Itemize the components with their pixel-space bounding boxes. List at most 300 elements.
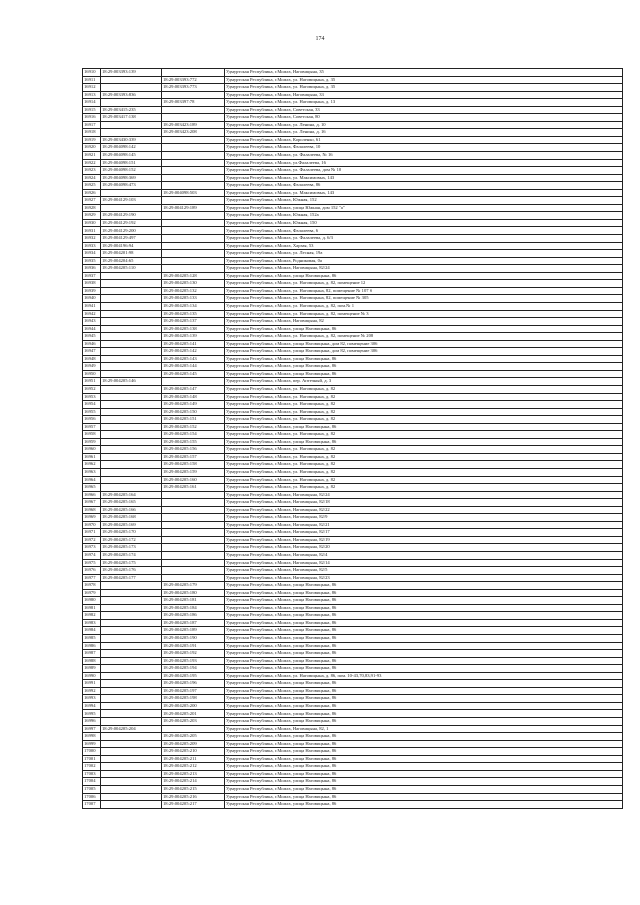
- row-number-cell: 16966: [83, 491, 101, 499]
- cadastral-number-premise-cell: [162, 506, 225, 514]
- row-number-cell: 17003: [83, 770, 101, 778]
- table-row: [83, 499, 623, 507]
- row-number-cell: 16934: [83, 250, 101, 258]
- cadastral-number-premise-cell: 18:29:003397:78: [162, 99, 225, 107]
- address-cell: Удмуртская Республика, г.Можга, улица Наговицына, 86: [225, 755, 623, 763]
- page-number: 174: [315, 36, 325, 42]
- table-row: [83, 589, 623, 597]
- cadastral-number-premise-cell: [162, 529, 225, 537]
- row-number-cell: 17005: [83, 785, 101, 793]
- table-row: [83, 197, 623, 205]
- address-cell: Удмуртская Республика, г.Можга, улица Наговицына, 86: [225, 770, 623, 778]
- cadastral-number-premise-cell: [162, 144, 225, 152]
- cadastral-number-cell: [101, 310, 162, 318]
- table-row: [83, 484, 623, 492]
- address-cell: Удмуртская Республика, г.Можга, ул. Наговицына, д. 82: [225, 431, 623, 439]
- address-cell: Удмуртская Республика, г.Можга, улица Наговицына, 86: [225, 650, 623, 658]
- row-number-cell: 16932: [83, 235, 101, 243]
- table-row: [83, 204, 623, 212]
- row-number-cell: 16916: [83, 114, 101, 122]
- row-number-cell: 16911: [83, 76, 101, 84]
- table-row: [83, 740, 623, 748]
- cadastral-number-premise-cell: 18:29:004205:130: [162, 280, 225, 288]
- table-row: [83, 219, 623, 227]
- table-row: [83, 453, 623, 461]
- table-row: [83, 355, 623, 363]
- row-number-cell: 16961: [83, 453, 101, 461]
- address-cell: Удмуртская Республика, г.Можга, Советская, 33: [225, 106, 623, 114]
- address-cell: Удмуртская Республика, г.Можга, ул. Наговицына, д. 82: [225, 393, 623, 401]
- address-cell: Удмуртская Республика, г.Можга, улица Наговицына, 86: [225, 370, 623, 378]
- address-cell: Удмуртская Республика, г.Можга, ул. Ленина, д. 10: [225, 121, 623, 129]
- cadastral-number-premise-cell: 18:29:004129:189: [162, 204, 225, 212]
- row-number-cell: 16962: [83, 461, 101, 469]
- address-cell: Удмуртская Республика, г.Можга, ул. Наговицына, д. 82: [225, 416, 623, 424]
- cadastral-number-premise-cell: 18:29:004205:209: [162, 740, 225, 748]
- address-cell: Удмуртская Республика, г.Можга, Наговицына, 82, 1: [225, 725, 623, 733]
- table-row: [83, 182, 623, 190]
- cadastral-number-cell: 18:29:004129:200: [101, 227, 162, 235]
- address-cell: Удмуртская Республика, г.Можга, улица Наговицына, 86: [225, 619, 623, 627]
- table-row: [83, 567, 623, 575]
- table-row: [83, 189, 623, 197]
- cadastral-number-premise-cell: 18:29:004205:152: [162, 423, 225, 431]
- row-number-cell: 16958: [83, 431, 101, 439]
- table-row: [83, 476, 623, 484]
- cadastral-number-premise-cell: 18:29:004205:145: [162, 370, 225, 378]
- cadastral-number-cell: [101, 695, 162, 703]
- cadastral-number-premise-cell: [162, 499, 225, 507]
- row-number-cell: 16989: [83, 665, 101, 673]
- cadastral-number-premise-cell: 18:29:004205:157: [162, 453, 225, 461]
- address-cell: Удмуртская Республика, г.Можга, Наговицына, 82/19: [225, 536, 623, 544]
- address-cell: Удмуртская Республика, г.Можга, улица Наговицына, 86: [225, 763, 623, 771]
- cadastral-number-cell: [101, 408, 162, 416]
- row-number-cell: 16913: [83, 91, 101, 99]
- table-row: [83, 318, 623, 326]
- address-cell: Удмуртская Республика, г.Можга, ул. Наговицына, д. 82: [225, 401, 623, 409]
- row-number-cell: 16965: [83, 484, 101, 492]
- address-cell: Удмуртская Республика, г.Можга, Наговицына, 82: [225, 318, 623, 326]
- row-number-cell: 16990: [83, 672, 101, 680]
- row-number-cell: 16926: [83, 189, 101, 197]
- cadastral-number-premise-cell: [162, 212, 225, 220]
- address-cell: Удмуртская Республика, г.Можга, улица Южная, дом 152 "а": [225, 204, 623, 212]
- row-number-cell: 16991: [83, 680, 101, 688]
- cadastral-number-cell: [101, 280, 162, 288]
- table-row: [83, 129, 623, 137]
- cadastral-number-premise-cell: 18:29:003423:208: [162, 129, 225, 137]
- address-cell: Удмуртская Республика, г.Можга, улица Наговицына, 86: [225, 793, 623, 801]
- cadastral-number-cell: [101, 287, 162, 295]
- address-cell: Удмуртская Республика, г.Можга, улица Наговицына, дом 82, помещение 306: [225, 340, 623, 348]
- address-cell: Удмуртская Республика, г.Можга, ул. Наговицына, д. 86, пом. 10-43,70,83,91-93: [225, 672, 623, 680]
- cadastral-number-premise-cell: 18:29:004205:201: [162, 710, 225, 718]
- cadastral-number-cell: [101, 665, 162, 673]
- address-cell: Удмуртская Республика, г.Можга, ул.Фалалеева, 16: [225, 159, 623, 167]
- cadastral-number-cell: 18:29:004205:174: [101, 552, 162, 560]
- cadastral-number-premise-cell: 18:29:004205:203: [162, 718, 225, 726]
- table-row: [83, 793, 623, 801]
- row-number-cell: 16920: [83, 144, 101, 152]
- cadastral-number-premise-cell: [162, 136, 225, 144]
- row-number-cell: 16922: [83, 159, 101, 167]
- table-row: [83, 446, 623, 454]
- cadastral-number-cell: 18:29:003430:339: [101, 136, 162, 144]
- cadastral-number-premise-cell: [162, 69, 225, 77]
- table-row: [83, 250, 623, 258]
- table-row: [83, 136, 623, 144]
- address-cell: Удмуртская Республика, г.Можга, ул. Фалалеева, № 16: [225, 152, 623, 160]
- table-row: [83, 604, 623, 612]
- address-cell: Удмуртская Республика, г.Можга, Наговицына, 82/20: [225, 544, 623, 552]
- cadastral-number-cell: [101, 484, 162, 492]
- row-number-cell: 16987: [83, 650, 101, 658]
- address-cell: Удмуртская Республика, г.Можга, улица Наговицына, 86: [225, 695, 623, 703]
- row-number-cell: 16944: [83, 325, 101, 333]
- table-row: [83, 340, 623, 348]
- cadastral-number-premise-cell: [162, 725, 225, 733]
- row-number-cell: 16996: [83, 718, 101, 726]
- address-cell: Удмуртская Республика, г.Можга, ул. Наговицына, д. 82, помещение № 3: [225, 310, 623, 318]
- address-cell: Удмуртская Республика, г.Можга, Южная, 150: [225, 219, 623, 227]
- address-cell: Удмуртская Республика, г.Можга, Короленко, 61: [225, 136, 623, 144]
- row-number-cell: 16930: [83, 219, 101, 227]
- cadastral-number-cell: [101, 778, 162, 786]
- address-cell: Удмуртская Республика, г.Можга, Фалалеева, 86: [225, 182, 623, 190]
- row-number-cell: 16992: [83, 687, 101, 695]
- cadastral-number-cell: [101, 84, 162, 92]
- table-row: [83, 514, 623, 522]
- cadastral-number-cell: [101, 295, 162, 303]
- address-cell: Удмуртская Республика, г.Можга, улица Наговицына, 86: [225, 355, 623, 363]
- table-row: [83, 695, 623, 703]
- address-cell: Удмуртская Республика, г.Можга, Наговицына, 82/9: [225, 514, 623, 522]
- cadastral-number-cell: [101, 650, 162, 658]
- row-number-cell: 16940: [83, 295, 101, 303]
- address-cell: Удмуртская Республика, г.Можга, Родниковая, 0а: [225, 257, 623, 265]
- row-number-cell: 16912: [83, 84, 101, 92]
- address-cell: Удмуртская Республика, г.Можга, Наговицына, 82/4: [225, 552, 623, 560]
- cadastral-number-cell: [101, 333, 162, 341]
- address-cell: Удмуртская Республика, г.Можга, ул. Наговицына, 82, помещение № 107 б: [225, 287, 623, 295]
- row-number-cell: 16928: [83, 204, 101, 212]
- cadastral-number-cell: 18:29:004205:146: [101, 378, 162, 386]
- table-row: [83, 280, 623, 288]
- table-row: [83, 423, 623, 431]
- row-number-cell: 17001: [83, 755, 101, 763]
- table-row: [83, 401, 623, 409]
- cadastral-number-cell: [101, 446, 162, 454]
- cadastral-number-premise-cell: [162, 106, 225, 114]
- table-row: [83, 227, 623, 235]
- cadastral-number-premise-cell: 18:29:004205:149: [162, 401, 225, 409]
- cadastral-number-cell: [101, 189, 162, 197]
- table-row: [83, 619, 623, 627]
- table-row: [83, 159, 623, 167]
- cadastral-number-premise-cell: 18:29:004205:147: [162, 385, 225, 393]
- table-row: [83, 325, 623, 333]
- cadastral-number-cell: 18:29:004098:152: [101, 167, 162, 175]
- cadastral-number-cell: [101, 793, 162, 801]
- cadastral-number-cell: [101, 385, 162, 393]
- table-row: [83, 801, 623, 809]
- cadastral-number-cell: [101, 740, 162, 748]
- row-number-cell: 16927: [83, 197, 101, 205]
- cadastral-number-premise-cell: 18:29:004205:181: [162, 597, 225, 605]
- cadastral-number-cell: [101, 393, 162, 401]
- table-row: [83, 144, 623, 152]
- row-number-cell: 16942: [83, 310, 101, 318]
- row-number-cell: 16952: [83, 385, 101, 393]
- row-number-cell: 16919: [83, 136, 101, 144]
- address-cell: Удмуртская Республика, г.Можга, улица Наговицына, 86: [225, 657, 623, 665]
- table-row: [83, 491, 623, 499]
- cadastral-number-cell: [101, 461, 162, 469]
- row-number-cell: 16970: [83, 521, 101, 529]
- cadastral-number-premise-cell: 18:29:003423:189: [162, 121, 225, 129]
- cadastral-number-premise-cell: 18:29:004205:154: [162, 431, 225, 439]
- address-cell: Удмуртская Республика, г.Можга, ул. Наговицына, д. 82: [225, 385, 623, 393]
- table-row: [83, 212, 623, 220]
- address-cell: Удмуртская Республика, г.Можга, Наговицына, 82/18: [225, 499, 623, 507]
- cadastral-number-cell: [101, 431, 162, 439]
- cadastral-number-premise-cell: [162, 235, 225, 243]
- row-number-cell: 16936: [83, 265, 101, 273]
- address-cell: Удмуртская Республика, г.Можга, улица Наговицына, 86: [225, 438, 623, 446]
- cadastral-number-cell: [101, 121, 162, 129]
- cadastral-number-premise-cell: 18:29:004205:151: [162, 416, 225, 424]
- table-row: [83, 635, 623, 643]
- table-row: [83, 718, 623, 726]
- cadastral-number-cell: [101, 748, 162, 756]
- cadastral-number-premise-cell: 18:29:004205:212: [162, 763, 225, 771]
- cadastral-number-cell: 18:29:004098:142: [101, 144, 162, 152]
- address-cell: Удмуртская Республика, г.Можга, ул. Наговицына, д. 82: [225, 453, 623, 461]
- cadastral-number-premise-cell: [162, 257, 225, 265]
- address-cell: Удмуртская Республика, г.Можга, улица Наговицына, 86: [225, 665, 623, 673]
- cadastral-number-cell: [101, 702, 162, 710]
- address-cell: Удмуртская Республика, г.Можга, ул. Наговицына, 82, помещение № 305: [225, 295, 623, 303]
- cadastral-number-cell: 18:29:004201:98: [101, 250, 162, 258]
- address-cell: Удмуртская Республика, г.Можга, ул. Максимовых, 143: [225, 189, 623, 197]
- table-row: [83, 521, 623, 529]
- row-number-cell: 17002: [83, 763, 101, 771]
- table-row: [83, 167, 623, 175]
- address-cell: Удмуртская Республика, г.Можга, Фалалеева, 6: [225, 227, 623, 235]
- cadastral-number-premise-cell: [162, 536, 225, 544]
- table-row: [83, 650, 623, 658]
- cadastral-number-premise-cell: 18:29:004205:189: [162, 627, 225, 635]
- cadastral-number-premise-cell: [162, 491, 225, 499]
- table-row: [83, 295, 623, 303]
- address-cell: Удмуртская Республика, г.Можга, ул. Наговицына, д. 35: [225, 76, 623, 84]
- table-row: [83, 174, 623, 182]
- address-cell: Удмуртская Республика, г.Можга, улица Наговицына, 86: [225, 748, 623, 756]
- cadastral-number-cell: 18:29:004129:497: [101, 235, 162, 243]
- cadastral-number-cell: 18:29:004205:169: [101, 521, 162, 529]
- cadastral-number-premise-cell: [162, 152, 225, 160]
- table-row: [83, 272, 623, 280]
- cadastral-number-cell: [101, 318, 162, 326]
- cadastral-number-cell: 18:29:004129:190: [101, 212, 162, 220]
- cadastral-number-premise-cell: 18:29:004205:133: [162, 295, 225, 303]
- cadastral-number-premise-cell: 18:29:004205:210: [162, 748, 225, 756]
- row-number-cell: 16967: [83, 499, 101, 507]
- row-number-cell: 16929: [83, 212, 101, 220]
- address-cell: Удмуртская Республика, г.Можга, Наговицына, 82/24: [225, 491, 623, 499]
- cadastral-number-cell: [101, 355, 162, 363]
- table-row: [83, 106, 623, 114]
- row-number-cell: 16946: [83, 340, 101, 348]
- cadastral-number-premise-cell: [162, 242, 225, 250]
- address-cell: Удмуртская Республика, г.Можга, ул. Наговицына, д. 82, пом.№ 1: [225, 302, 623, 310]
- address-cell: Удмуртская Республика, г.Можга, ул. Наговицына, д. 82, помещение № 208: [225, 333, 623, 341]
- cadastral-number-premise-cell: 18:29:004205:132: [162, 287, 225, 295]
- table-row: [83, 84, 623, 92]
- row-number-cell: 16994: [83, 702, 101, 710]
- table-row: [83, 748, 623, 756]
- cadastral-number-premise-cell: 18:29:004205:186: [162, 612, 225, 620]
- row-number-cell: 16957: [83, 423, 101, 431]
- table-row: [83, 99, 623, 107]
- row-number-cell: 16993: [83, 695, 101, 703]
- cadastral-number-premise-cell: [162, 114, 225, 122]
- row-number-cell: 16973: [83, 544, 101, 552]
- row-number-cell: 16983: [83, 619, 101, 627]
- row-number-cell: 16977: [83, 574, 101, 582]
- row-number-cell: 16985: [83, 635, 101, 643]
- cadastral-number-premise-cell: 18:29:004205:190: [162, 635, 225, 643]
- address-cell: Удмуртская Республика, г.Можга, улица Наговицына, 86: [225, 272, 623, 280]
- cadastral-number-premise-cell: 18:29:004205:159: [162, 468, 225, 476]
- cadastral-number-premise-cell: [162, 521, 225, 529]
- address-cell: Удмуртская Республика, г.Можга, Наговицына, 33: [225, 91, 623, 99]
- cadastral-number-cell: 18:29:003417:138: [101, 114, 162, 122]
- cadastral-number-cell: 18:29:004205:176: [101, 567, 162, 575]
- cadastral-number-premise-cell: 18:29:004205:211: [162, 755, 225, 763]
- row-number-cell: 16935: [83, 257, 101, 265]
- table-row: [83, 121, 623, 129]
- row-number-cell: 16968: [83, 506, 101, 514]
- address-cell: Удмуртская Республика, г.Можга, улица Наговицына, дом 82, помещение 306: [225, 348, 623, 356]
- address-cell: Удмуртская Республика, г.Можга, улица Наговицына, 86: [225, 687, 623, 695]
- cadastral-number-cell: [101, 416, 162, 424]
- table-row: [83, 370, 623, 378]
- address-cell: Удмуртская Республика, г.Можга, ул. Наговицына, д. 13: [225, 99, 623, 107]
- address-cell: Удмуртская Республика, г.Можга, ул. Наговицына, д. 82: [225, 446, 623, 454]
- row-number-cell: 16921: [83, 152, 101, 160]
- row-number-cell: 16941: [83, 302, 101, 310]
- cadastral-number-cell: 18:29:004196:94: [101, 242, 162, 250]
- cadastral-number-cell: [101, 99, 162, 107]
- cadastral-number-premise-cell: [162, 567, 225, 575]
- cadastral-number-premise-cell: 18:29:004205:158: [162, 461, 225, 469]
- row-number-cell: 16976: [83, 567, 101, 575]
- table-row: [83, 582, 623, 590]
- cadastral-number-premise-cell: 18:29:004205:160: [162, 476, 225, 484]
- cadastral-number-premise-cell: 18:29:004205:161: [162, 484, 225, 492]
- table-row: [83, 725, 623, 733]
- table-row: [83, 687, 623, 695]
- address-cell: Удмуртская Республика, г.Можга, улица Наговицына, 86: [225, 642, 623, 650]
- cadastral-number-cell: [101, 340, 162, 348]
- table-row: [83, 416, 623, 424]
- address-cell: Удмуртская Республика, г.Можга, улица Наговицына, 86: [225, 635, 623, 643]
- cadastral-number-cell: [101, 687, 162, 695]
- table-row: [83, 536, 623, 544]
- cadastral-number-premise-cell: 18:29:004205:197: [162, 687, 225, 695]
- row-number-cell: 16984: [83, 627, 101, 635]
- table-row: [83, 310, 623, 318]
- table-row: [83, 114, 623, 122]
- cadastral-number-cell: [101, 597, 162, 605]
- address-cell: Удмуртская Республика, г.Можга, улица Наговицына, 86: [225, 801, 623, 809]
- cadastral-number-premise-cell: [162, 182, 225, 190]
- row-number-cell: 16945: [83, 333, 101, 341]
- row-number-cell: 17007: [83, 801, 101, 809]
- table-row: [83, 287, 623, 295]
- address-cell: Удмуртская Республика, г.Можга, ул. Фалалеева, д. 6/3: [225, 235, 623, 243]
- address-cell: Удмуртская Республика, г.Можга, Южная, 152а: [225, 212, 623, 220]
- cadastral-number-cell: 18:29:004205:173: [101, 544, 162, 552]
- address-cell: Удмуртская Республика, г.Можга, ул. Наговицына, д. 35: [225, 84, 623, 92]
- table-row: [83, 461, 623, 469]
- row-number-cell: 16938: [83, 280, 101, 288]
- row-number-cell: 16969: [83, 514, 101, 522]
- cadastral-number-premise-cell: 18:29:004205:187: [162, 619, 225, 627]
- address-cell: Удмуртская Республика, г.Можга, улица Наговицына, 86: [225, 680, 623, 688]
- table-row: [83, 468, 623, 476]
- table-row: [83, 529, 623, 537]
- cadastral-number-premise-cell: 18:29:004205:205: [162, 733, 225, 741]
- cadastral-number-cell: [101, 672, 162, 680]
- row-number-cell: 16997: [83, 725, 101, 733]
- address-cell: Удмуртская Республика, г.Можга, ул. Наговицына, д. 82: [225, 484, 623, 492]
- cadastral-number-cell: [101, 657, 162, 665]
- row-number-cell: 16931: [83, 227, 101, 235]
- row-number-cell: 16933: [83, 242, 101, 250]
- table-row: [83, 770, 623, 778]
- table-row: [83, 574, 623, 582]
- address-cell: Удмуртская Республика, г.Можга, Советская, 80: [225, 114, 623, 122]
- cadastral-number-premise-cell: 18:29:004205:191: [162, 642, 225, 650]
- cadastral-number-premise-cell: [162, 250, 225, 258]
- row-number-cell: 16963: [83, 468, 101, 476]
- table-row: [83, 612, 623, 620]
- row-number-cell: 16999: [83, 740, 101, 748]
- cadastral-number-cell: [101, 755, 162, 763]
- row-number-cell: 16954: [83, 401, 101, 409]
- cadastral-number-premise-cell: 18:29:004205:193: [162, 657, 225, 665]
- address-cell: Удмуртская Республика, г.Можга, улица Наговицына, 86: [225, 718, 623, 726]
- table-row: [83, 408, 623, 416]
- row-number-cell: 16915: [83, 106, 101, 114]
- table-row: [83, 431, 623, 439]
- cadastral-number-premise-cell: 18:29:004205:144: [162, 363, 225, 371]
- cadastral-number-premise-cell: 18:29:004205:139: [162, 333, 225, 341]
- cadastral-number-cell: [101, 612, 162, 620]
- address-cell: Удмуртская Республика, г.Можга, Наговицына, 82/14: [225, 559, 623, 567]
- cadastral-number-premise-cell: [162, 559, 225, 567]
- cadastral-number-premise-cell: 18:29:004205:156: [162, 446, 225, 454]
- row-number-cell: 16917: [83, 121, 101, 129]
- address-cell: Удмуртская Республика, г.Можга, улица Наговицына, 86: [225, 612, 623, 620]
- address-cell: Удмуртская Республика, г.Можга, улица Наговицына, 86: [225, 604, 623, 612]
- cadastral-number-cell: 18:29:004098:473: [101, 182, 162, 190]
- cadastral-number-premise-cell: 18:29:004205:217: [162, 801, 225, 809]
- row-number-cell: 16995: [83, 710, 101, 718]
